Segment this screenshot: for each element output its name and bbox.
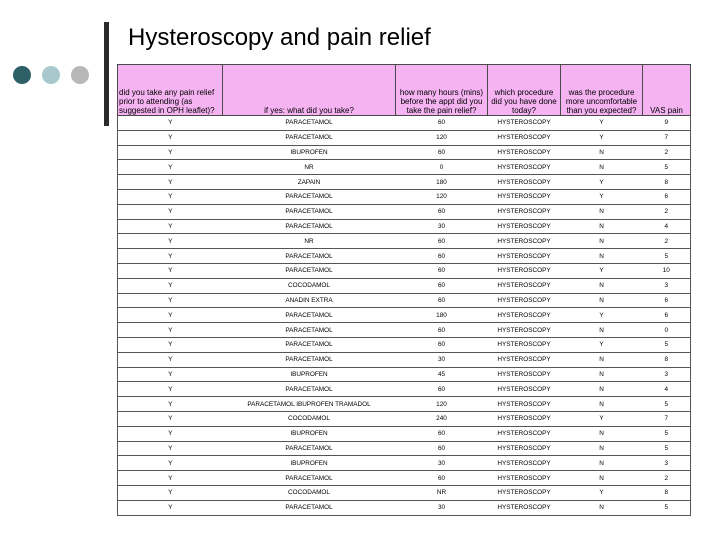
cell-procedure: HYSTEROSCOPY bbox=[488, 397, 561, 412]
table-row bbox=[118, 175, 691, 190]
table-row bbox=[118, 293, 691, 308]
cell-more-uncomfortable: N bbox=[561, 367, 643, 382]
cell-procedure: HYSTEROSCOPY bbox=[488, 249, 561, 264]
cell-pain-relief-prior: Y bbox=[118, 116, 223, 131]
decorative-dot-light bbox=[42, 66, 60, 84]
cell-procedure: HYSTEROSCOPY bbox=[488, 263, 561, 278]
cell-vas-pain: 10 bbox=[643, 263, 691, 278]
cell-pain-relief-prior: Y bbox=[118, 130, 223, 145]
cell-pain-relief-prior: Y bbox=[118, 278, 223, 293]
cell-pain-relief-prior: Y bbox=[118, 249, 223, 264]
cell-more-uncomfortable: Y bbox=[561, 130, 643, 145]
cell-more-uncomfortable: Y bbox=[561, 337, 643, 352]
cell-what-taken: ANADIN EXTRA bbox=[223, 293, 396, 308]
cell-pain-relief-prior: Y bbox=[118, 145, 223, 160]
cell-what-taken: PARACETAMOL bbox=[223, 189, 396, 204]
table-row bbox=[118, 367, 691, 382]
cell-more-uncomfortable: N bbox=[561, 397, 643, 412]
cell-what-taken: NR bbox=[223, 234, 396, 249]
cell-vas-pain: 6 bbox=[643, 308, 691, 323]
cell-more-uncomfortable: N bbox=[561, 456, 643, 471]
cell-more-uncomfortable: Y bbox=[561, 175, 643, 190]
col-header-what-taken: if yes: what did you take? bbox=[223, 65, 396, 116]
cell-more-uncomfortable: N bbox=[561, 500, 643, 515]
cell-hours-before: 60 bbox=[396, 323, 488, 338]
cell-what-taken: PARACETAMOL bbox=[223, 500, 396, 515]
cell-pain-relief-prior: Y bbox=[118, 204, 223, 219]
cell-vas-pain: 5 bbox=[643, 441, 691, 456]
cell-vas-pain: 7 bbox=[643, 411, 691, 426]
cell-hours-before: 30 bbox=[396, 219, 488, 234]
cell-more-uncomfortable: N bbox=[561, 204, 643, 219]
cell-hours-before: 60 bbox=[396, 263, 488, 278]
col-header-procedure: which procedure did you have done today? bbox=[488, 65, 561, 116]
cell-procedure: HYSTEROSCOPY bbox=[488, 352, 561, 367]
cell-pain-relief-prior: Y bbox=[118, 293, 223, 308]
cell-vas-pain: 2 bbox=[643, 471, 691, 486]
cell-hours-before: 60 bbox=[396, 337, 488, 352]
cell-hours-before: 240 bbox=[396, 411, 488, 426]
cell-vas-pain: 3 bbox=[643, 456, 691, 471]
cell-procedure: HYSTEROSCOPY bbox=[488, 204, 561, 219]
cell-more-uncomfortable: N bbox=[561, 160, 643, 175]
cell-vas-pain: 7 bbox=[643, 130, 691, 145]
cell-vas-pain: 0 bbox=[643, 323, 691, 338]
cell-more-uncomfortable: Y bbox=[561, 116, 643, 131]
cell-more-uncomfortable: Y bbox=[561, 485, 643, 500]
table-row bbox=[118, 337, 691, 352]
cell-procedure: HYSTEROSCOPY bbox=[488, 293, 561, 308]
cell-procedure: HYSTEROSCOPY bbox=[488, 130, 561, 145]
cell-hours-before: 180 bbox=[396, 308, 488, 323]
col-header-hours-before: how many hours (mins) before the appt did you take the pain relief? bbox=[396, 65, 488, 116]
pain-relief-table bbox=[117, 64, 691, 516]
cell-procedure: HYSTEROSCOPY bbox=[488, 175, 561, 190]
cell-hours-before: 45 bbox=[396, 367, 488, 382]
table-row bbox=[118, 116, 691, 131]
cell-hours-before: 60 bbox=[396, 116, 488, 131]
table-header-row bbox=[118, 65, 691, 116]
cell-hours-before: 180 bbox=[396, 175, 488, 190]
table-row bbox=[118, 456, 691, 471]
accent-bar bbox=[104, 22, 109, 126]
cell-what-taken: NR bbox=[223, 160, 396, 175]
cell-vas-pain: 8 bbox=[643, 352, 691, 367]
cell-procedure: HYSTEROSCOPY bbox=[488, 116, 561, 131]
cell-procedure: HYSTEROSCOPY bbox=[488, 145, 561, 160]
table-row bbox=[118, 382, 691, 397]
table-row bbox=[118, 471, 691, 486]
cell-pain-relief-prior: Y bbox=[118, 175, 223, 190]
cell-vas-pain: 8 bbox=[643, 175, 691, 190]
cell-hours-before: 60 bbox=[396, 471, 488, 486]
cell-vas-pain: 5 bbox=[643, 426, 691, 441]
table-row bbox=[118, 352, 691, 367]
cell-pain-relief-prior: Y bbox=[118, 367, 223, 382]
cell-what-taken: ZAPAIN bbox=[223, 175, 396, 190]
cell-pain-relief-prior: Y bbox=[118, 382, 223, 397]
cell-procedure: HYSTEROSCOPY bbox=[488, 411, 561, 426]
cell-procedure: HYSTEROSCOPY bbox=[488, 456, 561, 471]
cell-procedure: HYSTEROSCOPY bbox=[488, 278, 561, 293]
cell-vas-pain: 9 bbox=[643, 116, 691, 131]
table-row bbox=[118, 397, 691, 412]
decorative-dot-grey bbox=[71, 66, 89, 84]
cell-what-taken: IBUPROFEN bbox=[223, 456, 396, 471]
table-row bbox=[118, 189, 691, 204]
cell-vas-pain: 5 bbox=[643, 160, 691, 175]
slide-title: Hysteroscopy and pain relief bbox=[128, 24, 431, 51]
cell-pain-relief-prior: Y bbox=[118, 411, 223, 426]
cell-vas-pain: 6 bbox=[643, 293, 691, 308]
cell-hours-before: 60 bbox=[396, 145, 488, 160]
cell-more-uncomfortable: N bbox=[561, 293, 643, 308]
table-row bbox=[118, 323, 691, 338]
table-row bbox=[118, 485, 691, 500]
cell-pain-relief-prior: Y bbox=[118, 263, 223, 278]
cell-more-uncomfortable: N bbox=[561, 441, 643, 456]
cell-what-taken: COCODAMOL bbox=[223, 485, 396, 500]
table-row bbox=[118, 263, 691, 278]
table-row bbox=[118, 441, 691, 456]
cell-what-taken: PARACETAMOL bbox=[223, 323, 396, 338]
cell-what-taken: PARACETAMOL bbox=[223, 249, 396, 264]
table-row bbox=[118, 234, 691, 249]
cell-hours-before: 120 bbox=[396, 130, 488, 145]
cell-what-taken: PARACETAMOL bbox=[223, 382, 396, 397]
cell-pain-relief-prior: Y bbox=[118, 471, 223, 486]
table-row bbox=[118, 411, 691, 426]
cell-vas-pain: 8 bbox=[643, 485, 691, 500]
cell-vas-pain: 6 bbox=[643, 189, 691, 204]
cell-more-uncomfortable: N bbox=[561, 426, 643, 441]
cell-hours-before: 120 bbox=[396, 397, 488, 412]
cell-vas-pain: 4 bbox=[643, 219, 691, 234]
table-row bbox=[118, 426, 691, 441]
cell-hours-before: 60 bbox=[396, 382, 488, 397]
cell-vas-pain: 2 bbox=[643, 204, 691, 219]
cell-what-taken: PARACETAMOL bbox=[223, 337, 396, 352]
cell-more-uncomfortable: Y bbox=[561, 263, 643, 278]
cell-pain-relief-prior: Y bbox=[118, 500, 223, 515]
cell-pain-relief-prior: Y bbox=[118, 160, 223, 175]
cell-what-taken: COCODAMOL bbox=[223, 411, 396, 426]
cell-more-uncomfortable: N bbox=[561, 234, 643, 249]
cell-pain-relief-prior: Y bbox=[118, 219, 223, 234]
cell-procedure: HYSTEROSCOPY bbox=[488, 367, 561, 382]
cell-vas-pain: 5 bbox=[643, 500, 691, 515]
table-row bbox=[118, 219, 691, 234]
cell-more-uncomfortable: N bbox=[561, 471, 643, 486]
cell-procedure: HYSTEROSCOPY bbox=[488, 485, 561, 500]
table-row bbox=[118, 308, 691, 323]
cell-procedure: HYSTEROSCOPY bbox=[488, 234, 561, 249]
cell-hours-before: 60 bbox=[396, 441, 488, 456]
table-row bbox=[118, 249, 691, 264]
cell-what-taken: PARACETAMOL bbox=[223, 352, 396, 367]
cell-more-uncomfortable: Y bbox=[561, 189, 643, 204]
cell-hours-before: 30 bbox=[396, 456, 488, 471]
col-header-vas-pain: VAS pain bbox=[643, 65, 691, 116]
cell-procedure: HYSTEROSCOPY bbox=[488, 323, 561, 338]
cell-pain-relief-prior: Y bbox=[118, 441, 223, 456]
cell-what-taken: COCODAMOL bbox=[223, 278, 396, 293]
cell-more-uncomfortable: N bbox=[561, 249, 643, 264]
decorative-dot-dark bbox=[13, 66, 31, 84]
cell-what-taken: IBUPROFEN bbox=[223, 426, 396, 441]
cell-pain-relief-prior: Y bbox=[118, 426, 223, 441]
cell-procedure: HYSTEROSCOPY bbox=[488, 441, 561, 456]
cell-what-taken: PARACETAMOL bbox=[223, 116, 396, 131]
cell-what-taken: IBUPROFEN bbox=[223, 145, 396, 160]
table-row bbox=[118, 204, 691, 219]
cell-pain-relief-prior: Y bbox=[118, 456, 223, 471]
cell-hours-before: 60 bbox=[396, 204, 488, 219]
cell-pain-relief-prior: Y bbox=[118, 323, 223, 338]
cell-procedure: HYSTEROSCOPY bbox=[488, 189, 561, 204]
cell-what-taken: PARACETAMOL bbox=[223, 308, 396, 323]
cell-hours-before: 60 bbox=[396, 234, 488, 249]
cell-more-uncomfortable: N bbox=[561, 278, 643, 293]
cell-pain-relief-prior: Y bbox=[118, 352, 223, 367]
cell-procedure: HYSTEROSCOPY bbox=[488, 219, 561, 234]
cell-hours-before: 120 bbox=[396, 189, 488, 204]
cell-pain-relief-prior: Y bbox=[118, 189, 223, 204]
cell-procedure: HYSTEROSCOPY bbox=[488, 308, 561, 323]
cell-what-taken: PARACETAMOL bbox=[223, 471, 396, 486]
cell-vas-pain: 5 bbox=[643, 249, 691, 264]
cell-more-uncomfortable: N bbox=[561, 323, 643, 338]
cell-more-uncomfortable: N bbox=[561, 382, 643, 397]
cell-procedure: HYSTEROSCOPY bbox=[488, 337, 561, 352]
cell-vas-pain: 4 bbox=[643, 382, 691, 397]
cell-what-taken: PARACETAMOL bbox=[223, 130, 396, 145]
cell-vas-pain: 3 bbox=[643, 278, 691, 293]
cell-procedure: HYSTEROSCOPY bbox=[488, 160, 561, 175]
cell-vas-pain: 2 bbox=[643, 234, 691, 249]
table-row bbox=[118, 500, 691, 515]
table-body bbox=[118, 116, 691, 516]
cell-vas-pain: 3 bbox=[643, 367, 691, 382]
cell-vas-pain: 2 bbox=[643, 145, 691, 160]
cell-hours-before: NR bbox=[396, 485, 488, 500]
cell-hours-before: 0 bbox=[396, 160, 488, 175]
cell-hours-before: 60 bbox=[396, 293, 488, 308]
cell-what-taken: PARACETAMOL bbox=[223, 219, 396, 234]
cell-pain-relief-prior: Y bbox=[118, 308, 223, 323]
col-header-more-uncomfortable: was the procedure more uncomfortable than you expected? bbox=[561, 65, 643, 116]
cell-hours-before: 30 bbox=[396, 352, 488, 367]
cell-pain-relief-prior: Y bbox=[118, 397, 223, 412]
cell-hours-before: 60 bbox=[396, 249, 488, 264]
cell-hours-before: 60 bbox=[396, 278, 488, 293]
table-row bbox=[118, 278, 691, 293]
cell-pain-relief-prior: Y bbox=[118, 485, 223, 500]
cell-procedure: HYSTEROSCOPY bbox=[488, 426, 561, 441]
cell-more-uncomfortable: N bbox=[561, 145, 643, 160]
cell-what-taken: PARACETAMOL bbox=[223, 441, 396, 456]
col-header-pain-relief-prior: did you take any pain relief prior to attending (as suggested in OPH leaflet)? bbox=[118, 65, 223, 116]
cell-hours-before: 60 bbox=[396, 426, 488, 441]
cell-what-taken: PARACETAMOL bbox=[223, 204, 396, 219]
cell-vas-pain: 5 bbox=[643, 397, 691, 412]
cell-procedure: HYSTEROSCOPY bbox=[488, 382, 561, 397]
table-row bbox=[118, 130, 691, 145]
cell-procedure: HYSTEROSCOPY bbox=[488, 500, 561, 515]
table-row bbox=[118, 145, 691, 160]
cell-vas-pain: 5 bbox=[643, 337, 691, 352]
cell-more-uncomfortable: Y bbox=[561, 308, 643, 323]
cell-procedure: HYSTEROSCOPY bbox=[488, 471, 561, 486]
cell-what-taken: IBUPROFEN bbox=[223, 367, 396, 382]
cell-more-uncomfortable: N bbox=[561, 219, 643, 234]
cell-what-taken: PARACETAMOL bbox=[223, 263, 396, 278]
cell-pain-relief-prior: Y bbox=[118, 234, 223, 249]
cell-hours-before: 30 bbox=[396, 500, 488, 515]
cell-more-uncomfortable: N bbox=[561, 352, 643, 367]
cell-more-uncomfortable: Y bbox=[561, 411, 643, 426]
table-row bbox=[118, 160, 691, 175]
cell-pain-relief-prior: Y bbox=[118, 337, 223, 352]
cell-what-taken: PARACETAMOL IBUPROFEN TRAMADOL bbox=[223, 397, 396, 412]
